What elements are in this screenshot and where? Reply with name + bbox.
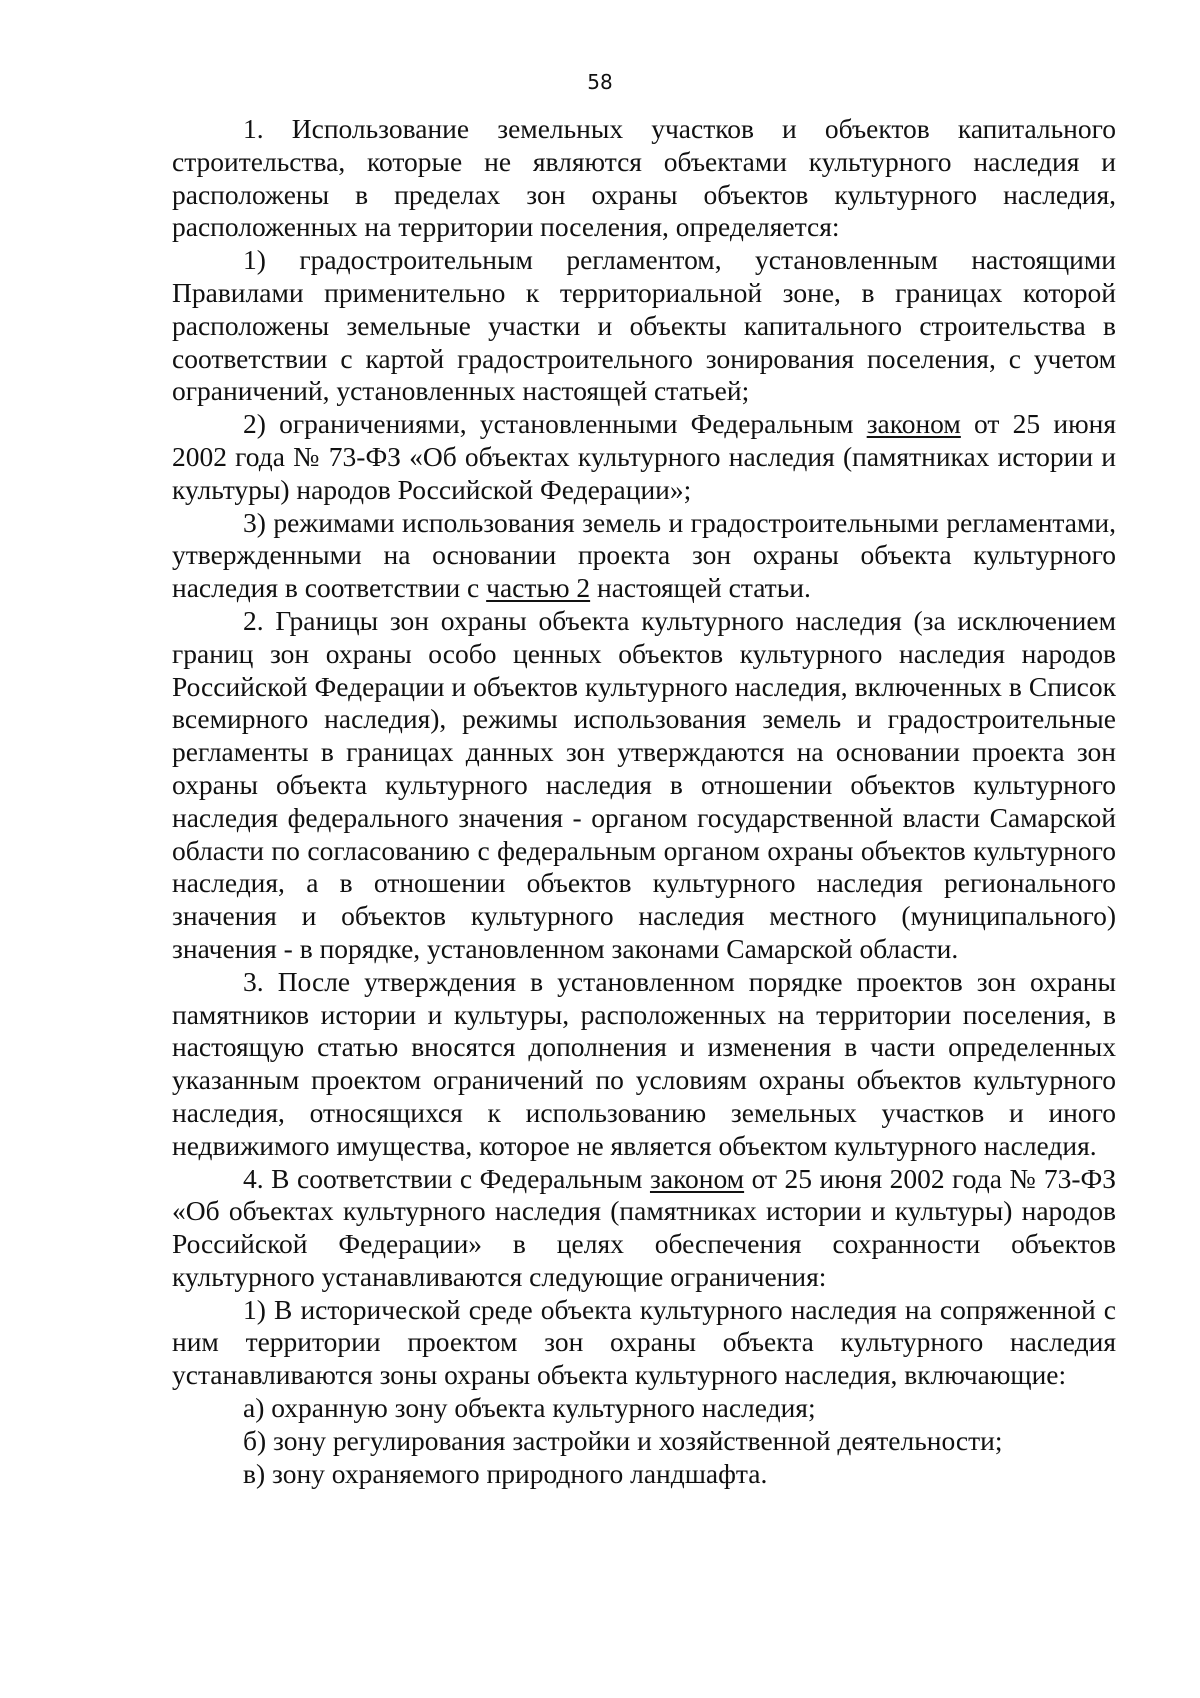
paragraph-text: б) зону регулирования застройки и хозяйственной деятельности; bbox=[243, 1424, 1003, 1456]
paragraph bbox=[172, 113, 1116, 244]
paragraph-text: 1) градостроительным регламентом, установленным настоящими Правилами применительно к территориальной зоне, в границах которой расположены земельные участки и объекты капитального строительства в соответствии с картой градостроительного зонирования поселения, с учетом ограничений, установленных настоящей статьей; bbox=[172, 244, 1116, 407]
paragraph-text: 3) режимами использования земель и градостроительными регламентами, утвержденными на основании проекта зон охраны объекта культурного наследия в соответствии с bbox=[172, 506, 1116, 604]
paragraph-text: 1. Использование земельных участков и объектов капитального строительства, которые не являются объектами культурного наследия и расположены в пределах зон охраны объектов культурного наследия, расположенных на территории поселения, определяется: bbox=[172, 113, 1116, 243]
paragraph bbox=[172, 1425, 1116, 1458]
paragraph-text: 2) ограничениями, установленными Федеральным bbox=[243, 408, 867, 440]
paragraph bbox=[172, 1392, 1116, 1425]
paragraph bbox=[172, 1294, 1116, 1392]
paragraph-text: от 25 июня 2002 года № 73-ФЗ «Об объектах культурного наследия (памятниках истории и культуры) народов Российской Федерации»; bbox=[172, 408, 1116, 505]
page-number: 58 bbox=[587, 70, 613, 94]
paragraph-text: в) зону охраняемого природного ландшафта. bbox=[243, 1457, 768, 1489]
paragraph bbox=[172, 605, 1116, 966]
paragraph-text: 1) В исторической среде объекта культурного наследия на сопряженной с ним территории проектом зон охраны объекта культурного наследия устанавливаются зоны охраны объекта культурного наследия, включающие: bbox=[172, 1293, 1116, 1391]
paragraph bbox=[172, 507, 1116, 605]
paragraph bbox=[172, 966, 1116, 1163]
paragraph bbox=[172, 1163, 1116, 1294]
paragraph bbox=[172, 244, 1116, 408]
paragraph-text: 3. После утверждения в установленном порядке проектов зон охраны памятников истории и культуры, расположенных на территории поселения, в настоящую статью вносятся дополнения и изменения в части определенных указанным проектом ограничений по условиям охраны объектов культурного наследия, относящихся к использованию земельных участков и иного недвижимого имущества, которое не является объектом культурного наследия. bbox=[172, 965, 1116, 1161]
paragraph-text: а) охранную зону объекта культурного наследия; bbox=[243, 1392, 816, 1424]
reference-link[interactable]: частью 2 bbox=[486, 572, 591, 604]
paragraph bbox=[172, 408, 1116, 506]
paragraph-text: 2. Границы зон охраны объекта культурного наследия (за исключением границ зон охраны особо ценных объектов культурного наследия народов Российской Федерации и объектов культурного наследия, включенных в Список всемирного наследия), режимы использования земель и градостроительные регламенты в границах данных зон утверждаются на основании проекта зон охраны объекта культурного наследия в отношении объектов культурного наследия федерального значения - органом государственной власти Самарской области по согласованию с федеральным органом охраны объектов культурного наследия, а в отношении объектов культурного наследия регионального значения и объектов культурного наследия местного (муниципального) значения - в порядке, установленном законами Самарской области. bbox=[172, 604, 1116, 964]
paragraph-text: от 25 июня 2002 года № 73-ФЗ «Об объектах культурного наследия (памятниках истории и культуры) народов Российской Федерации» в целях обеспечения сохранности объектов культурного устанавливаются следующие ограничения: bbox=[172, 1162, 1116, 1292]
paragraph-text: 4. В соответствии с Федеральным bbox=[243, 1162, 650, 1194]
reference-link[interactable]: законом bbox=[649, 1162, 745, 1194]
reference-link[interactable]: законом bbox=[866, 408, 961, 440]
paragraph bbox=[172, 1458, 1116, 1491]
paragraph-text: настоящей статьи. bbox=[590, 572, 811, 604]
document-body bbox=[172, 113, 1116, 1490]
